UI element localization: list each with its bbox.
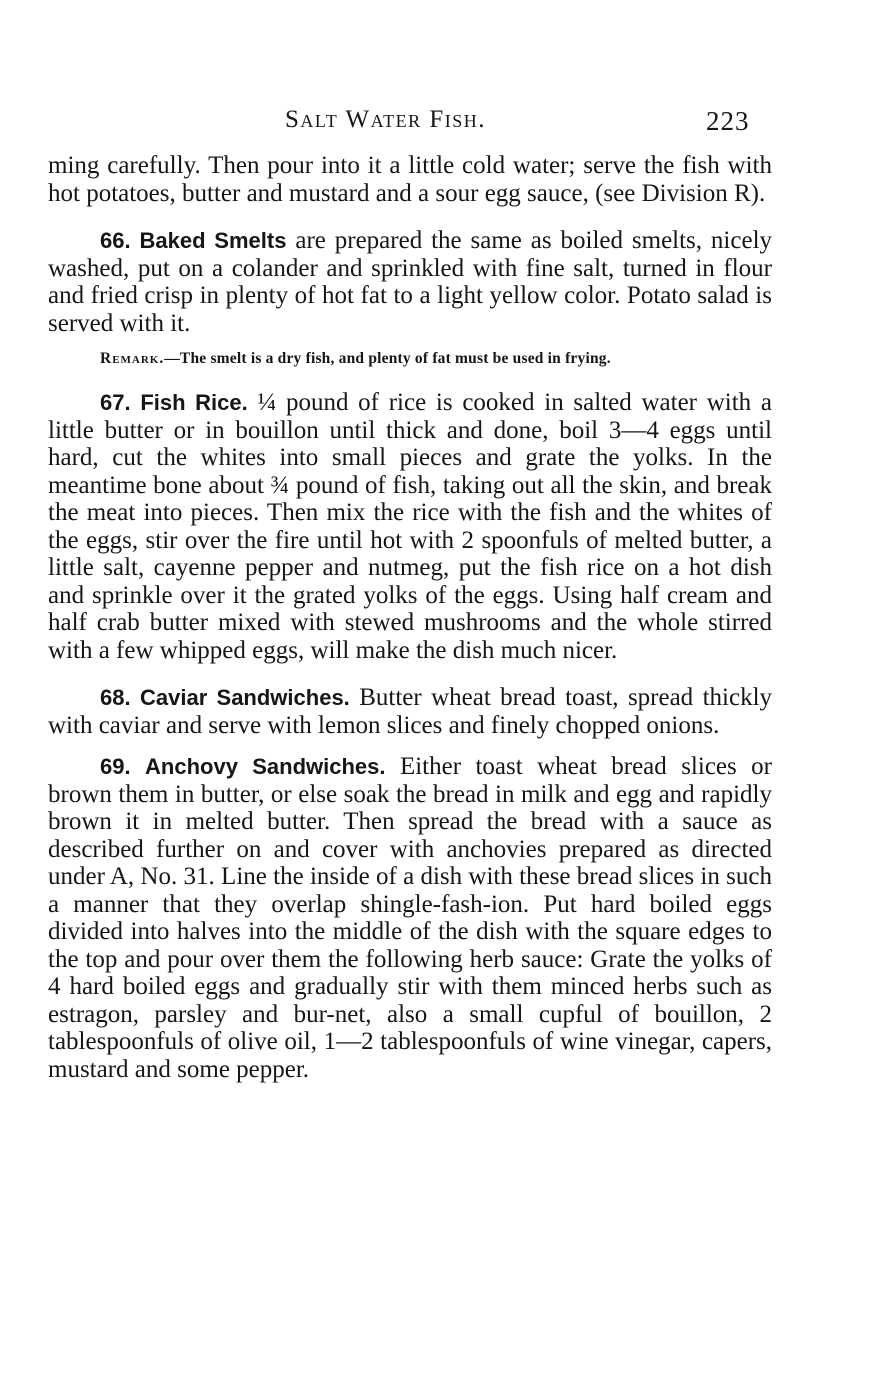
- running-head: [0, 106, 870, 142]
- recipe-text: ¼ pound of rice is cooked in salted water with a little butter or in bouillon until thick and done, boil 3—4 eggs until hard, cut the whites into small pieces and grate the yolks. In the meantime bone about ¾ pound of fish, taking out all the skin, and break the meat into pieces. Then mix the rice with the fish and the whites of the eggs, stir over the fire until hot with 2 spoonfuls of melted butter, a little salt, cayenne pepper and nutmeg, put the fish rice on a hot dish and sprinkle over it the grated yolks of the eggs. Using half cream and half crab butter mixed with stewed mushrooms and the whole stirred with a few whipped eggs, will make the dish much nicer.: [48, 389, 773, 664]
- continuation-paragraph: ming carefully. Then pour into it a little cold water; serve the fish with hot potatoes, butter and mustard and a sour egg sauce, (see Division R).: [48, 152, 772, 207]
- recipe-69: [48, 753, 772, 1083]
- recipe-title: Caviar Sandwiches.: [140, 685, 350, 710]
- remark-text: —The smelt is a dry fish, and plenty of fat must be used in frying.: [164, 350, 611, 367]
- remark-label: Remark.: [100, 350, 165, 367]
- recipe-text: are prepared the same as boiled smelts, nicely washed, put on a colander and sprinkled with fine salt, turned in flour and fried crisp in plenty of hot fat to a light yellow color. Potato salad is served with it.: [48, 227, 773, 337]
- recipe-number: 66.: [100, 228, 131, 253]
- page-number: 223: [706, 106, 750, 136]
- recipe-text: Butter wheat bread toast, spread thickly with caviar and serve with lemon slices and finely chopped onions.: [48, 684, 773, 739]
- recipe-66: [48, 227, 772, 337]
- recipe-67: [48, 389, 772, 664]
- recipe-68: [48, 684, 772, 739]
- recipe-number: 67.: [100, 390, 131, 415]
- page-body: [48, 152, 772, 1083]
- recipe-number: 68.: [100, 685, 131, 710]
- running-title: Salt Water Fish.: [285, 106, 487, 133]
- recipe-title: Baked Smelts: [139, 228, 287, 253]
- recipe-number: 69.: [100, 754, 131, 779]
- recipe-title: Fish Rice.: [140, 390, 248, 415]
- remark-note: [48, 349, 772, 369]
- recipe-title: Anchovy Sandwiches.: [145, 754, 386, 779]
- recipe-text: Either toast wheat bread slices or brown them in butter, or else soak the bread in milk and egg and rapidly brown it in melted butter. Then spread the bread with a sauce as described further on and cover with anchovies prepared as directed under A, No. 31. Line the inside of a dish with these bread slices in such a manner that they overlap shingle-fash-ion. Put hard boiled eggs divided into halves into the middle of the dish with the square edges to the top and pour over them the following herb sauce: Grate the yolks of 4 hard boiled eggs and gradually stir with them minced herbs such as estragon, parsley and bur-net, also a small cupful of bouillon, 2 tablespoonfuls of olive oil, 1—2 tablespoonfuls of wine vinegar, capers, mustard and some pepper.: [48, 753, 772, 1083]
